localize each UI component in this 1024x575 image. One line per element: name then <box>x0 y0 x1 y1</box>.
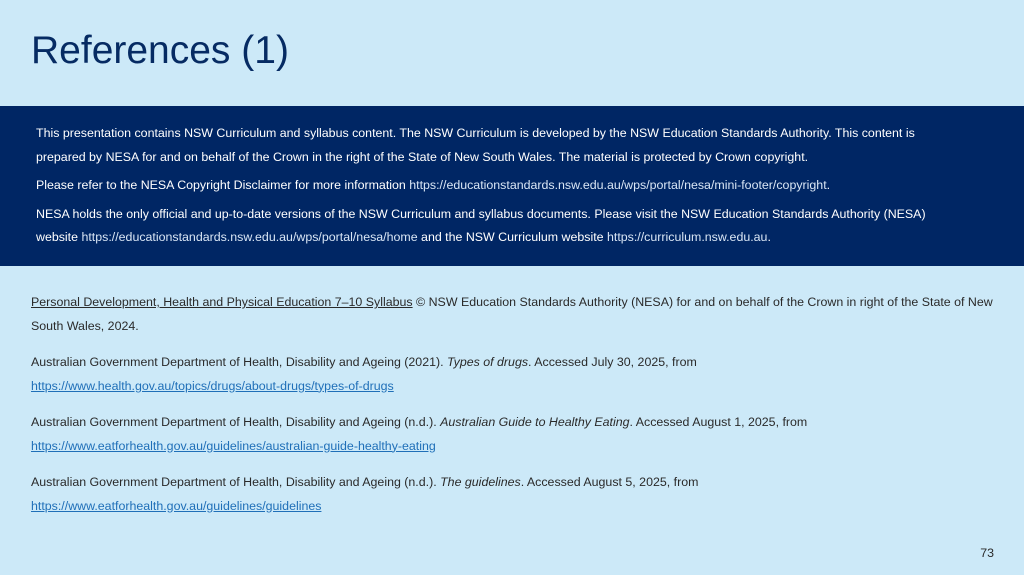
reference-author: Australian Government Department of Health, Disability and Ageing (2021). <box>31 355 447 369</box>
notice-paragraph-official-versions <box>36 203 964 250</box>
reference-item-syllabus <box>31 291 1001 338</box>
reference-item-types-of-drugs <box>31 351 1001 398</box>
reference-url-link[interactable]: https://www.eatforhealth.gov.au/guidelines/guidelines <box>31 498 322 513</box>
reference-author: Australian Government Department of Health, Disability and Ageing (n.d.). <box>31 475 441 489</box>
reference-accessed: . Accessed August 5, 2025, from <box>520 475 699 489</box>
nesa-home-url[interactable]: https://educationstandards.nsw.edu.au/wps/portal/nesa/home <box>81 230 418 244</box>
syllabus-title-link[interactable]: Personal Development, Health and Physical Education 7–10 Syllabus <box>31 295 413 309</box>
reference-title: Australian Guide to Healthy Eating <box>440 415 630 429</box>
reference-item-guidelines <box>31 471 1001 518</box>
notice-paragraph-curriculum: This presentation contains NSW Curriculum and syllabus content. The NSW Curriculum is developed by the NSW Education Standards Authority. This content is prepared by NESA for and on behalf of the Crown in the right of the State of New South Wales. The material is protected by Crown copyright. <box>36 126 915 164</box>
notice-official-text-b: and the NSW Curriculum website <box>417 230 607 244</box>
copyright-notice-band <box>0 106 1024 266</box>
notice-disclaimer-text: Please refer to the NESA Copyright Disclaimer for more information <box>36 178 410 192</box>
slide-title: References (1) <box>31 29 289 72</box>
reference-accessed: . Accessed August 1, 2025, from <box>629 415 808 429</box>
notice-official-end: . <box>767 230 771 244</box>
reference-accessed: . Accessed July 30, 2025, from <box>528 355 697 369</box>
curriculum-website-url[interactable]: https://curriculum.nsw.edu.au <box>606 230 768 244</box>
notice-official-text-a: NESA holds the only official and up-to-date versions of the NSW Curriculum and syllabus documents. Please visit the NSW Education Standards Authority (NESA) website <box>36 206 926 244</box>
reference-url-link[interactable]: https://www.eatforhealth.gov.au/guidelines/australian-guide-healthy-eating <box>31 438 436 453</box>
copyright-disclaimer-url[interactable]: https://educationstandards.nsw.edu.au/wps/portal/nesa/mini-footer/copyright <box>409 178 827 192</box>
reference-title: Types of drugs <box>447 355 529 369</box>
reference-text: © NSW Education Standards Authority (NESA) for and on behalf of the Crown in right of the State of New South Wales, 2024. <box>31 295 993 333</box>
reference-author: Australian Government Department of Health, Disability and Ageing (n.d.). <box>31 415 441 429</box>
page-number: 73 <box>980 546 994 560</box>
reference-title: The guidelines <box>440 475 521 489</box>
reference-list <box>31 291 1001 531</box>
reference-url-link[interactable]: https://www.health.gov.au/topics/drugs/about-drugs/types-of-drugs <box>31 378 394 393</box>
notice-disclaimer-end: . <box>826 178 831 192</box>
notice-paragraph-disclaimer <box>36 174 964 198</box>
reference-item-healthy-eating-guide <box>31 411 1001 458</box>
